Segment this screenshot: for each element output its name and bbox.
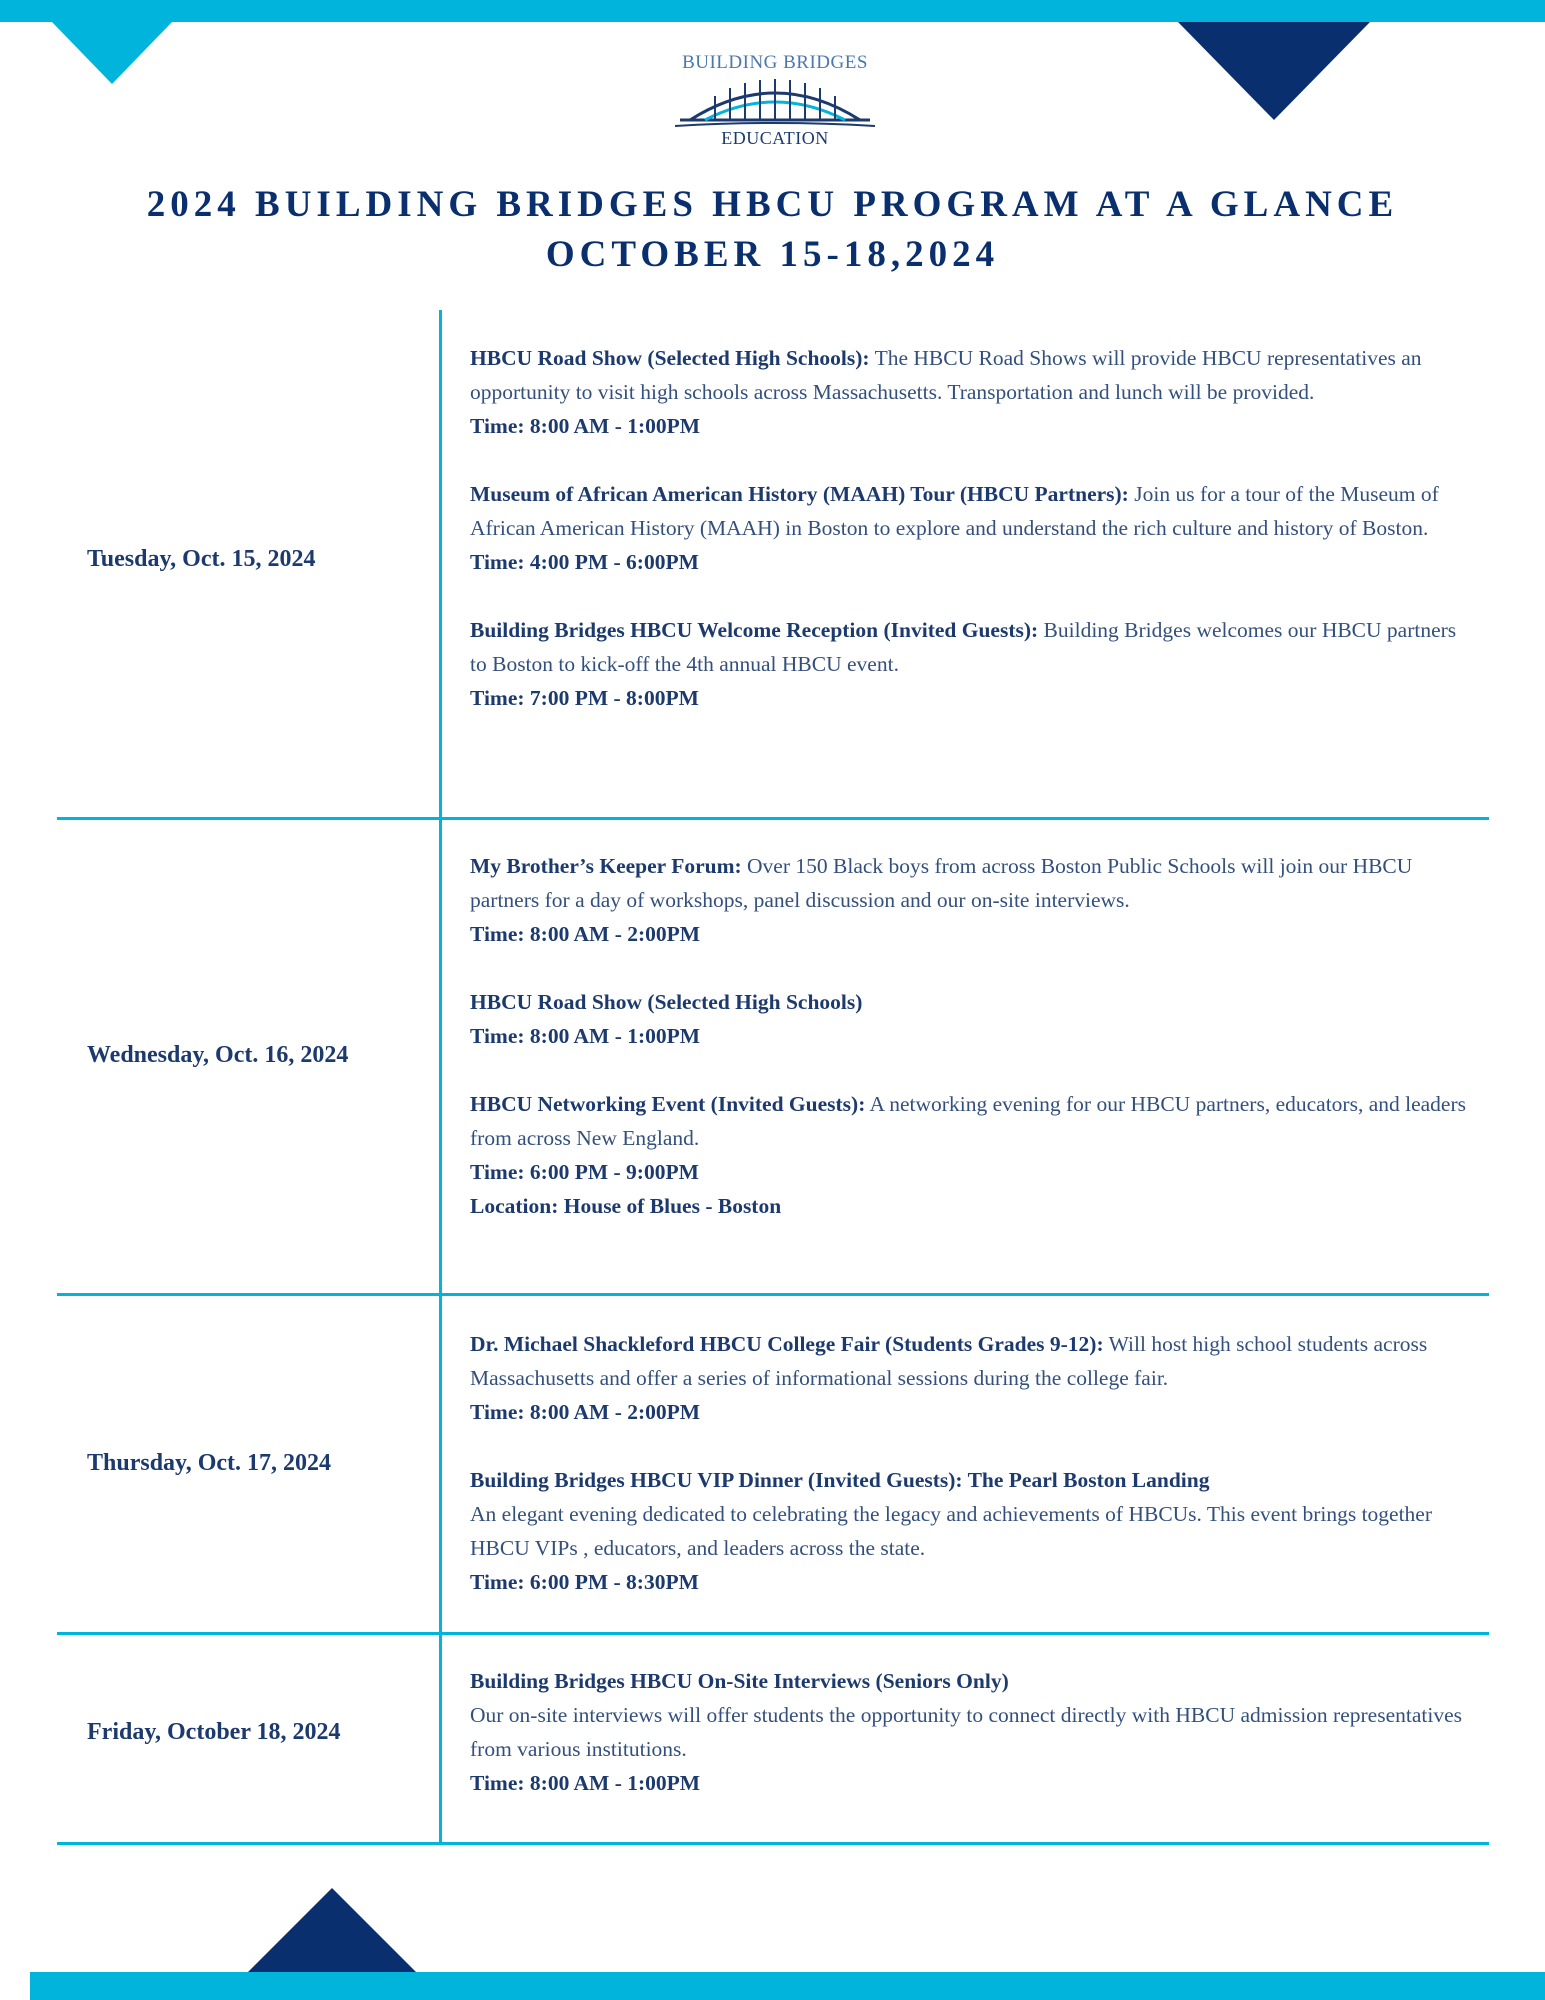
corner-triangle-bottom-left xyxy=(248,1888,416,1972)
event-time: Time: 8:00 AM - 2:00PM xyxy=(470,922,701,946)
row-divider xyxy=(57,1842,1489,1845)
logo-top-text: BUILDING BRIDGES xyxy=(682,52,868,73)
day-row-tuesday xyxy=(57,310,1489,817)
event-title: Building Bridges HBCU On-Site Interviews (Seniors Only) xyxy=(470,1669,1009,1693)
schedule-table xyxy=(57,310,1489,1845)
bottom-accent-bar xyxy=(30,1972,1545,2000)
day-row-friday xyxy=(57,1635,1489,1842)
event-time: Time: 8:00 AM - 2:00PM xyxy=(470,1400,701,1424)
day-events xyxy=(470,341,1470,715)
event-item xyxy=(470,613,1470,715)
event-location: Location: House of Blues - Boston xyxy=(470,1194,782,1218)
event-time: Time: 6:00 PM - 9:00PM xyxy=(470,1160,699,1184)
event-description: Building Bridges welcomes our HBCU partners to Boston to kick-off the 4th annual HBCU event. xyxy=(470,618,1457,676)
event-description: Over 150 Black boys from across Boston Public Schools will join our HBCU partners for a day of workshops, panel discussion and our on-site interviews. xyxy=(470,854,1413,912)
event-title: Dr. Michael Shackleford HBCU College Fair (Students Grades 9-12): xyxy=(470,1332,1104,1356)
event-description: A networking evening for our HBCU partners, educators, and leaders from across New England. xyxy=(470,1092,1467,1150)
event-title: Building Bridges HBCU Welcome Reception (Invited Guests): xyxy=(470,618,1039,642)
event-description: Join us for a tour of the Museum of African American History (MAAH) in Boston to explore and understand the rich culture and history of Boston. xyxy=(470,482,1439,540)
bridge-icon xyxy=(675,74,875,130)
event-item xyxy=(470,1327,1470,1429)
day-row-wednesday xyxy=(57,820,1489,1293)
event-description: Will host high school students across Massachusetts and offer a series of informational sessions during the college fair. xyxy=(470,1332,1428,1390)
building-bridges-logo xyxy=(660,52,890,162)
logo-bottom-text: EDUCATION xyxy=(721,128,829,148)
event-title: Building Bridges HBCU VIP Dinner (Invited Guests): The Pearl Boston Landing xyxy=(470,1468,1210,1492)
event-time: Time: 8:00 AM - 1:00PM xyxy=(470,414,701,438)
event-description: An elegant evening dedicated to celebrating the legacy and achievements of HBCUs. This event brings together HBCU VIPs , educators, and leaders across the state. xyxy=(470,1502,1433,1560)
event-description: Our on-site interviews will offer students the opportunity to connect directly with HBCU admission representatives from various institutions. xyxy=(470,1703,1462,1761)
event-title: HBCU Road Show (Selected High Schools) xyxy=(470,990,863,1014)
event-item xyxy=(470,849,1470,951)
title-line-2: OCTOBER 15-18,2024 xyxy=(545,234,1000,275)
event-item xyxy=(470,341,1470,443)
event-title: Museum of African American History (MAAH) Tour (HBCU Partners): xyxy=(470,482,1129,506)
event-time: Time: 4:00 PM - 6:00PM xyxy=(470,550,699,574)
event-item xyxy=(470,985,1470,1053)
event-item xyxy=(470,1463,1470,1599)
event-title: HBCU Networking Event (Invited Guests): xyxy=(470,1092,866,1116)
event-time: Time: 6:00 PM - 8:30PM xyxy=(470,1570,699,1594)
day-events xyxy=(470,849,1470,1223)
event-title: My Brother’s Keeper Forum: xyxy=(470,854,742,878)
day-row-thursday xyxy=(57,1296,1489,1632)
day-label: Friday, October 18, 2024 xyxy=(87,1719,341,1745)
event-item xyxy=(470,1664,1470,1800)
event-title: HBCU Road Show (Selected High Schools): xyxy=(470,346,870,370)
event-time: Time: 8:00 AM - 1:00PM xyxy=(470,1771,701,1795)
event-time: Time: 8:00 AM - 1:00PM xyxy=(470,1024,701,1048)
event-description: The HBCU Road Shows will provide HBCU representatives an opportunity to visit high schools across Massachusetts. Transportation and lunch will be provided. xyxy=(470,346,1422,404)
corner-triangle-top-right xyxy=(1178,22,1370,120)
corner-triangle-top-left xyxy=(52,22,172,84)
day-label: Thursday, Oct. 17, 2024 xyxy=(87,1450,332,1476)
event-time: Time: 7:00 PM - 8:00PM xyxy=(470,686,699,710)
event-item xyxy=(470,477,1470,579)
top-accent-bar xyxy=(0,0,1545,22)
page-title xyxy=(0,180,1545,280)
day-events xyxy=(470,1327,1470,1599)
event-item xyxy=(470,1087,1470,1223)
day-events xyxy=(470,1664,1470,1800)
day-label: Tuesday, Oct. 15, 2024 xyxy=(87,546,316,572)
day-label: Wednesday, Oct. 16, 2024 xyxy=(87,1042,349,1068)
title-line-1: 2024 BUILDING BRIDGES HBCU PROGRAM AT A GLANCE xyxy=(146,184,1399,225)
